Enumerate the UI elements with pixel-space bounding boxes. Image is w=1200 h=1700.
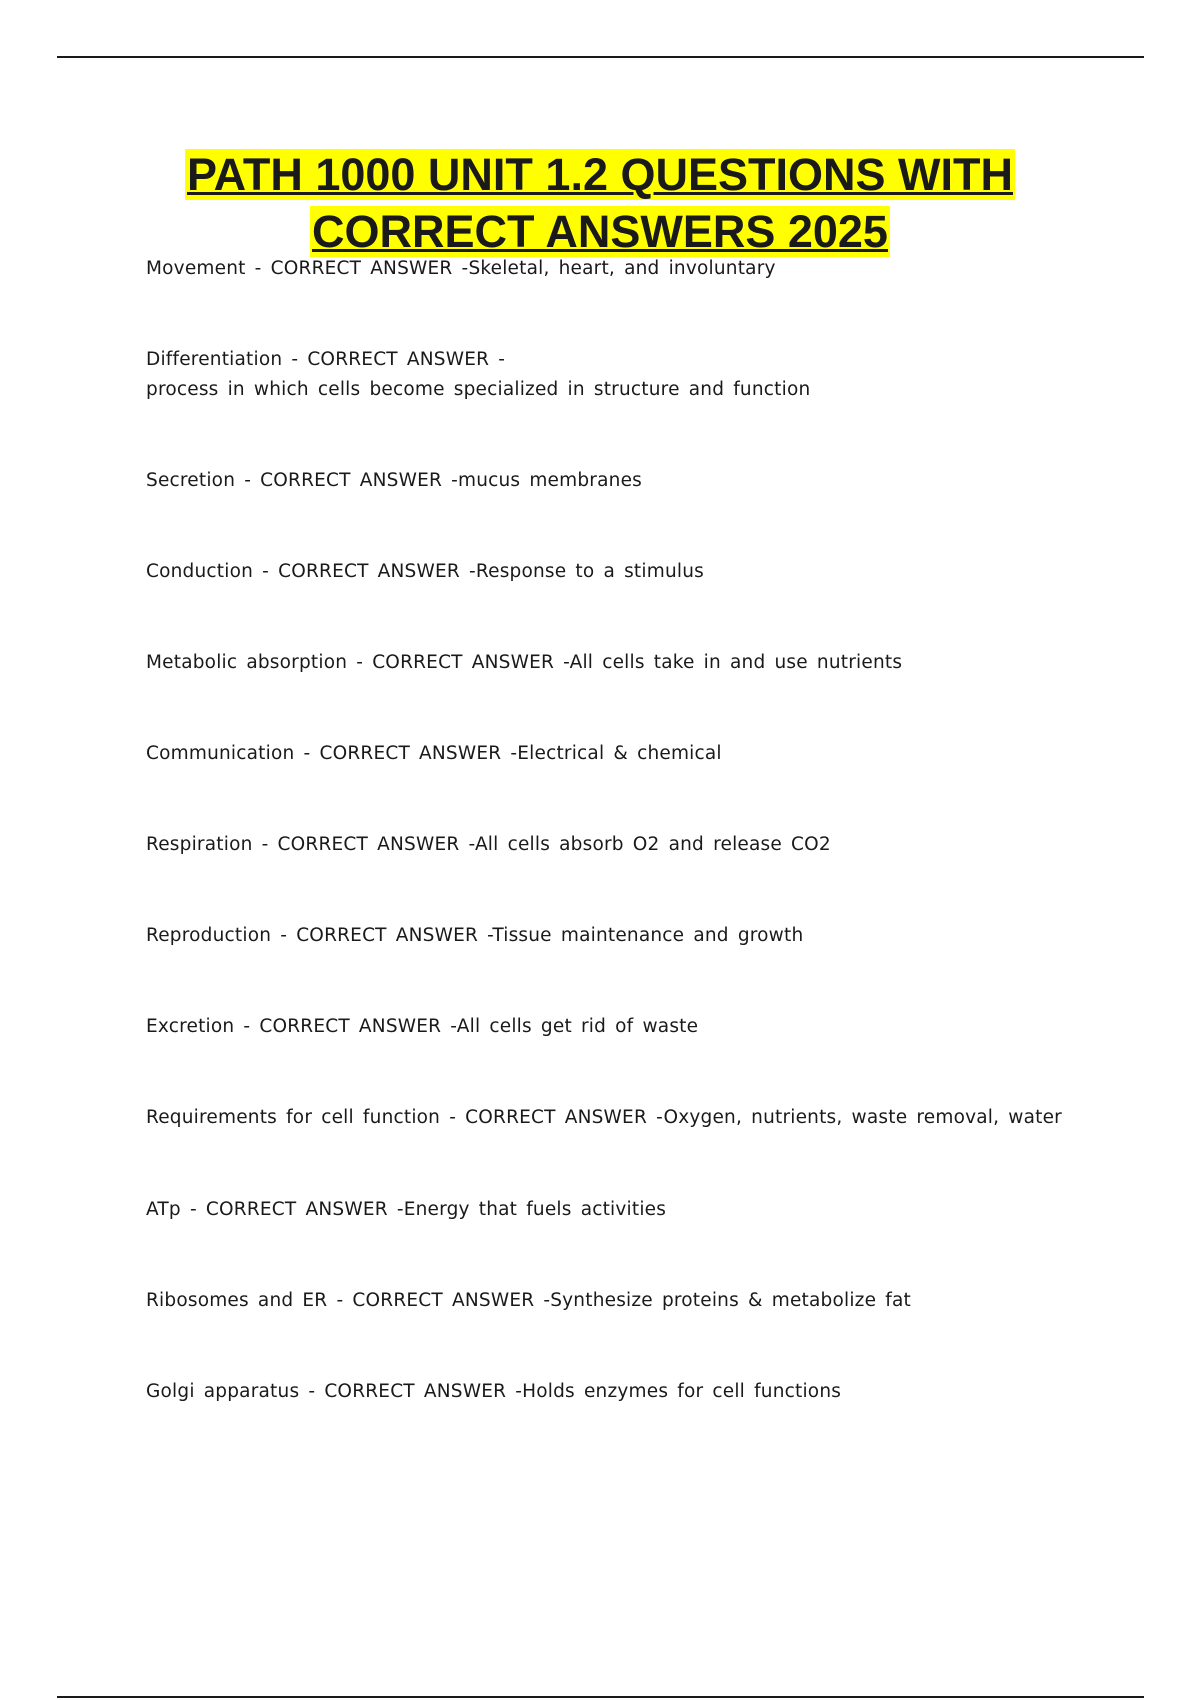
- qa-answer: mucus membranes: [457, 470, 642, 491]
- qa-answer: Energy that fuels activities: [403, 1199, 667, 1220]
- qa-separator: - CORRECT ANSWER -: [294, 743, 518, 764]
- title-line-1: PATH 1000 UNIT 1.2 QUESTIONS WITH: [187, 149, 1013, 200]
- qa-answer: Tissue maintenance and growth: [492, 925, 804, 946]
- qa-answer: Electrical & chemical: [517, 743, 722, 764]
- document-title: [100, 146, 1100, 260]
- qa-separator: - CORRECT ANSWER -: [440, 1107, 664, 1128]
- qa-separator: - CORRECT ANSWER -: [180, 1199, 404, 1220]
- qa-answer: All cells get rid of waste: [456, 1016, 699, 1037]
- qa-answer: All cells absorb O2 and release CO2: [474, 834, 831, 855]
- qa-item-reproduction: [146, 921, 803, 951]
- qa-item-conduction: [146, 557, 704, 587]
- qa-answer: Response to a stimulus: [475, 561, 704, 582]
- header-rule: [57, 56, 1144, 58]
- qa-term: Excretion: [146, 1016, 235, 1037]
- qa-term: Metabolic absorption: [146, 652, 348, 673]
- qa-separator: - CORRECT ANSWER -: [327, 1290, 551, 1311]
- qa-separator: - CORRECT ANSWER -: [299, 1381, 523, 1402]
- qa-item-requirements-for-cell-function: [146, 1103, 1062, 1133]
- qa-term: Respiration: [146, 834, 253, 855]
- qa-term: ATp: [146, 1199, 181, 1220]
- qa-term: Ribosomes and ER: [146, 1290, 328, 1311]
- qa-separator: - CORRECT ANSWER -: [235, 470, 458, 491]
- qa-answer: Holds enzymes for cell functions: [522, 1381, 842, 1402]
- qa-item-ribosomes-and-er: [146, 1286, 911, 1316]
- qa-term: Communication: [146, 743, 295, 764]
- qa-item-communication: [146, 739, 722, 769]
- qa-term: Secretion: [146, 470, 236, 491]
- qa-answer: Oxygen, nutrients, waste removal, water: [663, 1107, 1062, 1128]
- footer-rule: [57, 1696, 1144, 1698]
- qa-item-atp: [146, 1195, 666, 1225]
- qa-term: Requirements for cell function: [146, 1107, 441, 1128]
- qa-term: Golgi apparatus: [146, 1381, 300, 1402]
- qa-answer: Synthesize proteins & metabolize fat: [550, 1290, 911, 1311]
- qa-item-excretion: [146, 1012, 698, 1042]
- qa-separator: - CORRECT ANSWER -: [253, 561, 476, 582]
- qa-term: Differentiation: [146, 349, 283, 370]
- qa-item-golgi-apparatus: [146, 1377, 841, 1407]
- qa-item-secretion: [146, 466, 642, 496]
- qa-item-differentiation: [146, 345, 810, 405]
- qa-term: Reproduction: [146, 925, 272, 946]
- qa-item-respiration: [146, 830, 831, 860]
- qa-separator: - CORRECT ANSWER -: [234, 1016, 457, 1037]
- qa-item-movement: [146, 254, 776, 284]
- qa-term: Movement: [146, 258, 246, 279]
- qa-separator: - CORRECT ANSWER -: [271, 925, 493, 946]
- qa-separator: - CORRECT ANSWER -: [282, 349, 506, 370]
- qa-item-metabolic-absorption: [146, 648, 902, 678]
- qa-separator: - CORRECT ANSWER -: [245, 258, 469, 279]
- title-line-2: CORRECT ANSWERS 2025: [312, 206, 888, 257]
- qa-answer: Skeletal, heart, and involuntary: [468, 258, 776, 279]
- qa-separator: - CORRECT ANSWER -: [252, 834, 475, 855]
- qa-answer: process in which cells become specialized in structure and function: [146, 379, 811, 400]
- qa-answer: All cells take in and use nutrients: [569, 652, 903, 673]
- qa-separator: - CORRECT ANSWER -: [347, 652, 570, 673]
- qa-term: Conduction: [146, 561, 254, 582]
